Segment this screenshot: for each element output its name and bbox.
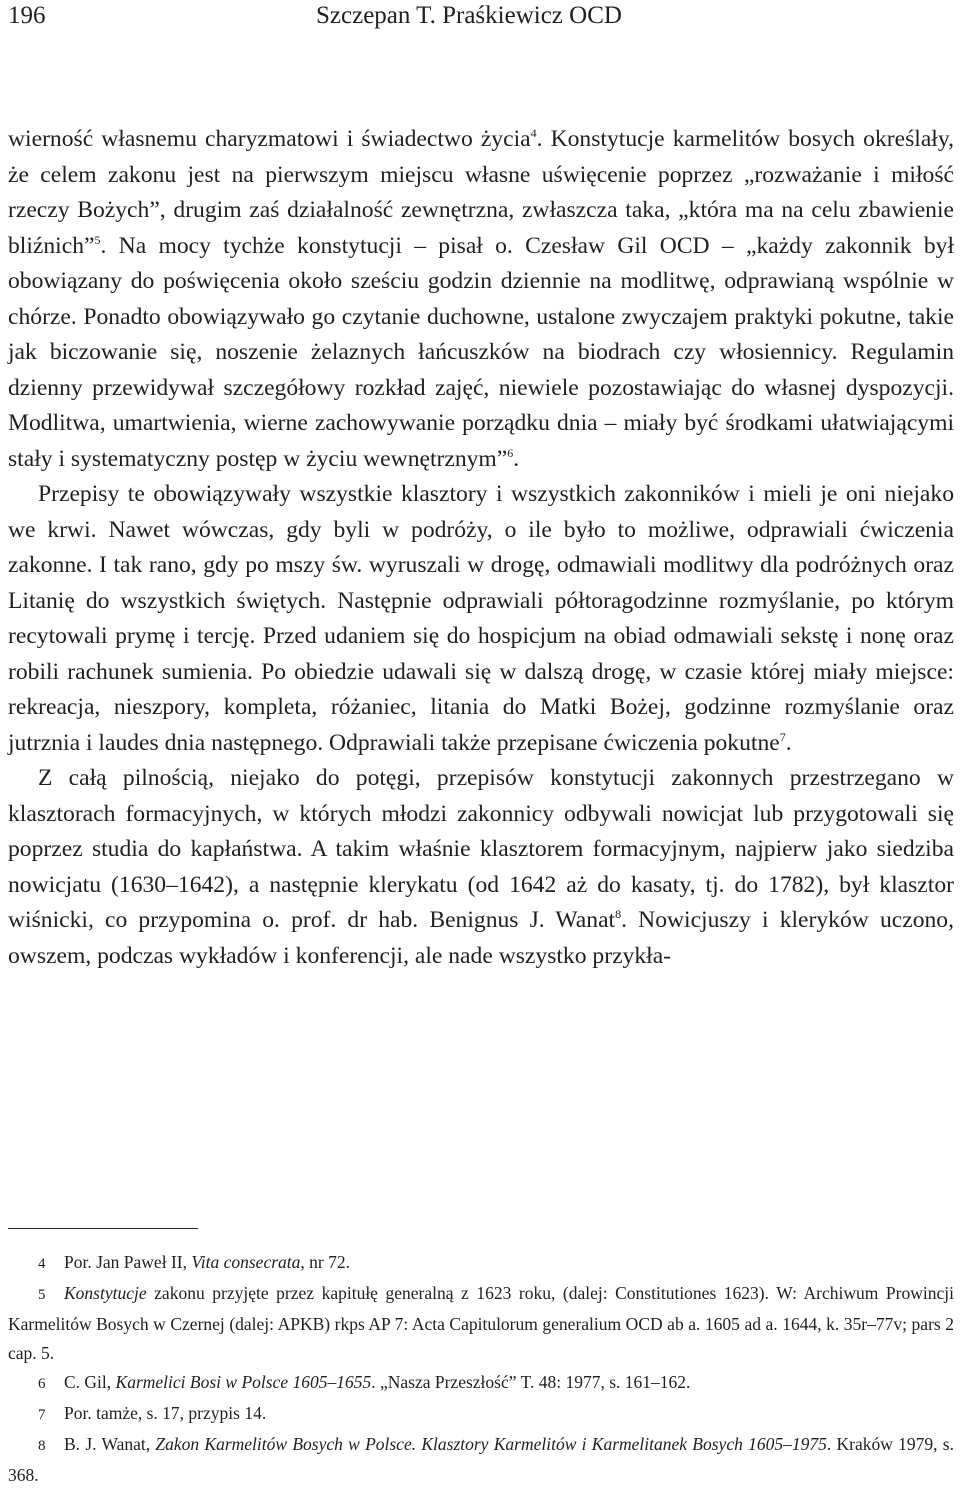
- footnote-italic: Zakon Karmelitów Bosych w Polsce. Klasztory Karmelitów i Karmelitanek Bosych 1605–1975: [155, 1434, 827, 1454]
- text-span: . Nowicjuszy i kleryków uczono, owszem, podczas wykładów i konferencji, ale nade wszystko przykła-: [8, 907, 954, 969]
- footnote-number: 5: [38, 1287, 46, 1303]
- text-span: .: [513, 445, 520, 472]
- footnote-text: B. J. Wanat,: [64, 1434, 156, 1454]
- footnote-ref: 7: [779, 729, 786, 744]
- footnote-ref: 8: [615, 907, 622, 921]
- page-header: [8, 0, 948, 34]
- text-span: Z całą pilnością, niejako do potęgi, przepisów konstytucji zakonnych przestrzegano w klasztorach formacyjnych, w których młodzi zakonnicy odbywali nowicjat lub przygotowali się poprzez studia do kapłaństwa. A takim właśnie klasztorem formacyjnym, najpierw jako siedziba nowicjatu (1630–1642), a następnie klerykatu (od 1642 aż do kasaty, tj. do 1782), był klasztor wiśnicki, co przypomina o. prof. dr hab. Benignus J. Wanat: [8, 765, 954, 933]
- footnote-text: zakonu przyjęte przez kapitułę generalną z 1623 roku, (dalej: Constitutiones 1623). W: Archiwum Prowincji Karmelitów Bosych w Czernej (dalej: APKB) rkps AP 7: Acta Capitulorum generalium OCD ab a. 1605 ad a. 1644, k. 35r–77v; pars 2 cap. 5.: [8, 1283, 954, 1363]
- footnote-text: Por. tamże, s. 17, przypis 14.: [64, 1403, 267, 1423]
- footnote-ref: 4: [530, 126, 537, 140]
- footnote-8: [8, 1430, 954, 1490]
- page-number: 196: [8, 2, 46, 29]
- main-text: [8, 122, 954, 974]
- footnote-7: [8, 1399, 954, 1430]
- paragraph-2: [8, 477, 954, 761]
- footnote-number: 6: [38, 1376, 46, 1392]
- footnotes: [8, 1248, 954, 1490]
- text-span: .: [785, 729, 792, 756]
- footnote-4: [8, 1248, 954, 1279]
- paragraph-1: [8, 122, 954, 477]
- footnote-italic: Konstytucje: [64, 1283, 147, 1303]
- footnote-text: , nr 72.: [300, 1252, 350, 1272]
- footnote-italic: Vita consecrata: [191, 1252, 301, 1272]
- text-span: wierność własnemu charyzmatowi i świadectwo życia: [8, 126, 531, 152]
- text-span: . Konstytucje karmelitów bosych określały, że celem zakonu jest na pierwszym miejscu własne uświęcenie poprzez „rozważanie i miłość rzeczy Bożych”, drugim zaś działalność zewnętrzna, zwłaszcza taka, „która ma na celu zbawienie bliźnich”: [8, 126, 955, 259]
- running-head: Szczepan T. Praśkiewicz OCD: [316, 2, 622, 29]
- footnote-divider: [8, 1228, 198, 1229]
- footnote-text: Por. Jan Paweł II,: [64, 1252, 192, 1272]
- footnote-ref: 5: [94, 232, 101, 247]
- text-span: . Na mocy tychże konstytucji – pisał o. Czesław Gil OCD – „każdy zakonnik był obowiązany do poświęcenia około sześciu godzin dziennie na modlitwę, odprawianą wspólnie w chórze. Ponadto obowiązywało go czytanie duchowne, ustalone zwyczajem praktyki pokutne, takie jak biczowanie się, noszenie żelaznych łańcuszków na biodrach czy włosiennicy. Regulamin dzienny przewidywał szczegółowy rozkład zajęć, niewiele pozostawiając do własnej dyspozycji. Modlitwa, umartwienia, wierne zachowywanie porządku dnia – miały być środkami ułatwiającymi stały i systematyczny postęp w życiu wewnętrznym”: [8, 232, 954, 472]
- footnote-number: 7: [38, 1407, 46, 1423]
- footnote-6: [8, 1368, 954, 1399]
- footnote-number: 4: [38, 1256, 46, 1272]
- paragraph-3: [8, 761, 954, 974]
- footnote-italic: Karmelici Bosi w Polsce 1605–1655: [115, 1372, 372, 1392]
- footnote-text: . Kraków 1979, s. 368.: [8, 1434, 954, 1485]
- footnote-text: . „Nasza Przeszłość” T. 48: 1977, s. 161–162.: [371, 1372, 691, 1392]
- footnote-ref: 6: [507, 445, 514, 460]
- footnote-number: 8: [38, 1438, 46, 1454]
- text-span: Przepisy te obowiązywały wszystkie klasztory i wszystkich zakonników i mieli je oni niejako we krwi. Nawet wówczas, gdy byli w podróży, o ile było to możliwe, odprawiali ćwiczenia zakonne. I tak rano, gdy po mszy św. wyruszali w drogę, odmawiali modlitwy dla podróżnych oraz Litanię do wszystkich świętych. Następnie odprawiali półtoragodzinne rozmyślanie, po którym recytowali prymę i tercję. Przed udaniem się do hospicjum na obiad odmawiali sekstę i nonę oraz robili rachunek sumienia. Po obiedzie udawali się w dalszą drogę, w czasie której miały miejsce: rekreacja, nieszpory, kompleta, różaniec, litania do Matki Bożej, godzinne rozmyślanie oraz jutrznia i laudes dnia następnego. Odprawiali także przepisane ćwiczenia pokutne: [8, 481, 954, 756]
- footnote-text: C. Gil,: [64, 1372, 116, 1392]
- footnote-5: [8, 1279, 954, 1368]
